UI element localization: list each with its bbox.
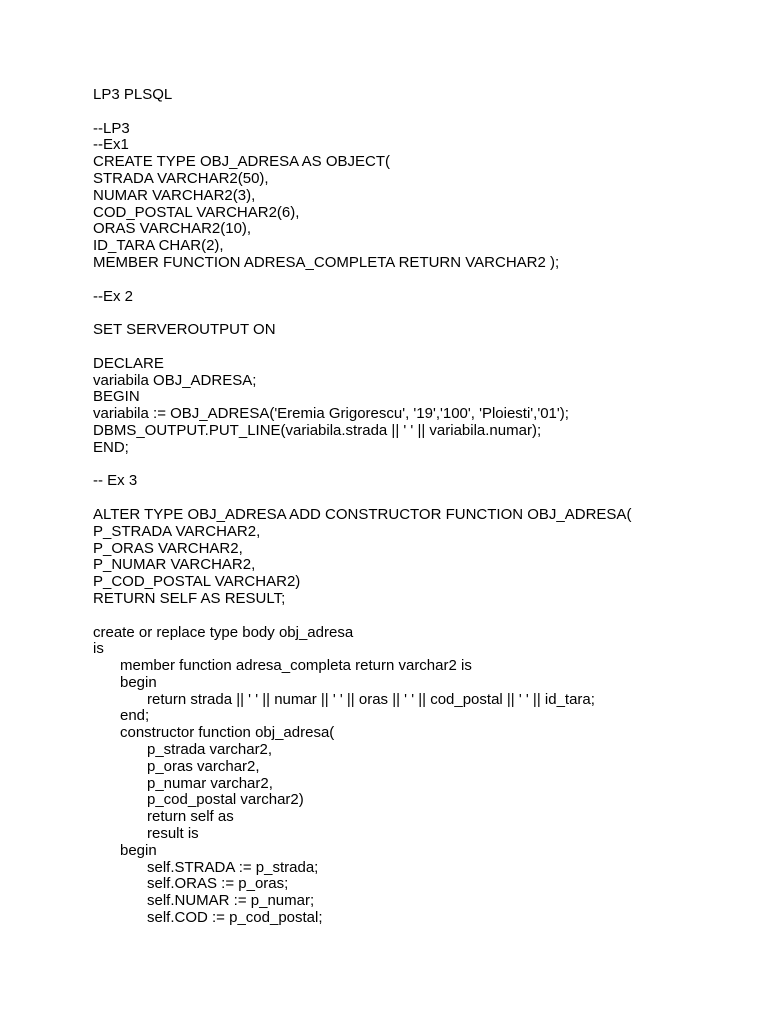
text-line: self.COD := p_cod_postal; [147, 909, 323, 927]
text-line: SET SERVEROUTPUT ON [93, 321, 276, 339]
text-line: STRADA VARCHAR2(50), [93, 169, 269, 187]
blank-line [93, 272, 743, 289]
blank-line [93, 104, 743, 121]
text-line: ID_TARA CHAR(2), [93, 237, 224, 255]
text-line: --Ex1 [93, 136, 129, 154]
text-line: self.STRADA := p_strada; [147, 858, 319, 876]
blank-line [93, 490, 743, 507]
text-line: -- Ex 3 [93, 472, 138, 490]
text-line: result is [147, 825, 199, 843]
text-line: is [93, 640, 104, 658]
text-line: ORAS VARCHAR2(10), [93, 220, 252, 238]
text-line: self.ORAS := p_oras; [147, 875, 289, 893]
text-line: constructor function obj_adresa( [120, 724, 335, 742]
text-line: begin [120, 673, 157, 691]
text-line: self.NUMAR := p_numar; [147, 892, 315, 910]
text-line: end; [120, 707, 150, 725]
text-line: return strada || ' ' || numar || ' ' || oras || ' ' || cod_postal || ' ' || id_tara; [147, 690, 595, 708]
text-line: P_NUMAR VARCHAR2, [93, 556, 256, 574]
text-line: CREATE TYPE OBJ_ADRESA AS OBJECT( [93, 153, 391, 171]
text-line: END; [93, 438, 129, 456]
text-line: COD_POSTAL VARCHAR2(6), [93, 203, 300, 221]
text-line: p_oras varchar2, [147, 757, 260, 775]
blank-line [93, 457, 743, 474]
text-line: P_STRADA VARCHAR2, [93, 522, 261, 540]
text-line: MEMBER FUNCTION ADRESA_COMPLETA RETURN VARCHAR2 ); [93, 253, 560, 271]
text-line: DBMS_OUTPUT.PUT_LINE(variabila.strada || ' ' || variabila.numar); [93, 421, 542, 439]
text-line: DECLARE [93, 354, 164, 372]
text-line: RETURN SELF AS RESULT; [93, 589, 286, 607]
blank-line [93, 608, 743, 625]
text-line: begin [120, 841, 157, 859]
text-line: p_strada varchar2, [147, 741, 273, 759]
text-line: P_COD_POSTAL VARCHAR2) [93, 573, 301, 591]
text-line: p_numar varchar2, [147, 774, 273, 792]
text-line: --Ex 2 [93, 287, 134, 305]
blank-line [93, 305, 743, 322]
text-line: variabila OBJ_ADRESA; [93, 371, 257, 389]
text-line: p_cod_postal varchar2) [147, 791, 304, 809]
text-line: --LP3 [93, 119, 130, 137]
text-line: create or replace type body obj_adresa [93, 623, 354, 641]
text-line: return self as [147, 808, 234, 826]
text-line: ALTER TYPE OBJ_ADRESA ADD CONSTRUCTOR FUNCTION OBJ_ADRESA( [93, 505, 632, 523]
blank-line [93, 339, 743, 356]
text-line: BEGIN [93, 388, 140, 406]
document-body [93, 87, 743, 927]
text-line: member function adresa_completa return varchar2 is [120, 657, 472, 675]
text-line: NUMAR VARCHAR2(3), [93, 186, 256, 204]
text-line: LP3 PLSQL [93, 86, 173, 103]
text-line: variabila := OBJ_ADRESA('Eremia Grigorescu', '19','100', 'Ploiesti','01'); [93, 405, 569, 423]
text-line: P_ORAS VARCHAR2, [93, 539, 243, 557]
